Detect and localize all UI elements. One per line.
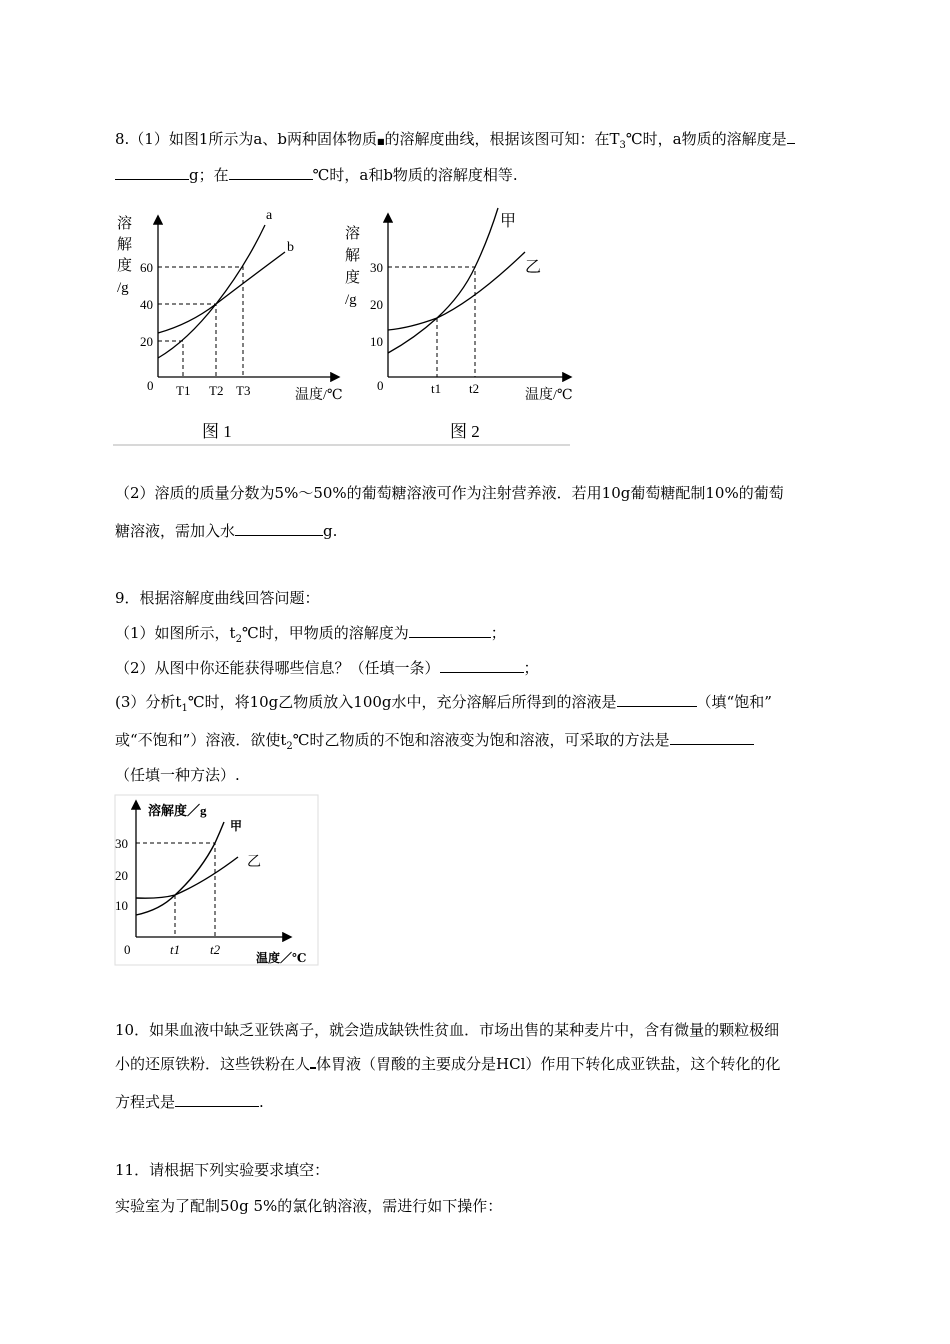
- series-label-jia: 甲: [230, 819, 243, 833]
- text: （1）如图所示，t: [115, 624, 236, 642]
- text: 体胃液（胃酸的主要成分是HCl）作用下转化成亚铁盐，这个转化的化: [316, 1055, 781, 1073]
- text: 或“不饱和”）溶液．欲使t: [115, 731, 287, 749]
- subscript: 3: [619, 140, 626, 151]
- y-label: /g: [117, 280, 129, 296]
- x-tick: t1: [431, 381, 442, 396]
- y-tick: 20: [140, 334, 153, 349]
- answer-blank[interactable]: [175, 1091, 259, 1107]
- x-label: 温度/℃: [525, 388, 573, 403]
- x-tick: T1: [176, 383, 191, 398]
- text: ℃时，将10g乙物质放入100g水中，充分溶解后所得到的溶液是: [187, 693, 617, 711]
- y-label: 溶: [117, 216, 133, 232]
- x-tick: t1: [170, 942, 181, 957]
- y-label: /g: [345, 292, 357, 308]
- series-label-b: b: [287, 240, 294, 255]
- x-tick: T2: [209, 383, 224, 398]
- subscript: 2: [235, 634, 242, 645]
- x-label: 温度／℃: [256, 951, 307, 965]
- curve-yi: [136, 857, 238, 898]
- y-label: 溶解度／g: [148, 803, 207, 818]
- text: ℃时，甲物质的溶解度为: [241, 624, 409, 642]
- text: ；: [523, 659, 539, 677]
- text: .: [259, 1093, 264, 1111]
- x-tick: t2: [469, 381, 480, 396]
- subscript: 1: [181, 703, 188, 714]
- subscript: 2: [286, 741, 293, 752]
- q10-line2: [115, 1054, 780, 1074]
- y-label: 解: [345, 248, 361, 264]
- text: g.: [323, 522, 338, 540]
- text: ℃时，a和b物质的溶解度相等.: [312, 166, 518, 184]
- text: 8.（1）如图1所示为a、b两种固体物质: [115, 130, 377, 148]
- text: （填“饱和”: [696, 693, 772, 711]
- q10-line1: 10．如果血液中缺乏亚铁离子，就会造成缺铁性贫血．市场出售的某种麦片中，含有微量的颗粒极细: [115, 1021, 780, 1039]
- q10-line3: [115, 1091, 264, 1112]
- origin-label: 0: [147, 378, 154, 393]
- text: （2）从图中你还能获得哪些信息？（任填一条）: [115, 659, 440, 677]
- series-label-yi: 乙: [247, 855, 261, 870]
- y-tick: 10: [370, 334, 383, 349]
- series-label-a: a: [266, 208, 273, 223]
- y-tick: 20: [115, 868, 128, 883]
- q9-title: 9．根据溶解度曲线回答问题：: [115, 589, 320, 607]
- q9-line5: （任填一种方法）.: [115, 766, 240, 784]
- origin-label: 0: [377, 378, 384, 393]
- origin-label: 0: [124, 942, 131, 957]
- y-tick: 30: [115, 836, 128, 851]
- y-tick: 40: [140, 297, 153, 312]
- q8-part2-line1: （2）溶质的质量分数为5%～50%的葡萄糖溶液可作为注射营养液．若用10g葡萄糖配制10%的葡萄: [115, 484, 784, 502]
- q8-line1: 8.（1）如图1所示为a、b两种固体物质■的溶解度曲线，根据该图可知：在$T_3℃$时，a物质的溶解度是: [115, 128, 795, 156]
- q11-line2: 实验室为了配制50g 5%的氯化钠溶液，需进行如下操作：: [115, 1197, 503, 1215]
- q11-line1: 11．请根据下列实验要求填空：: [115, 1161, 330, 1179]
- figure-caption: 图 2: [450, 422, 480, 441]
- text: g；在: [189, 166, 229, 184]
- y-label: 溶: [345, 226, 361, 242]
- curve-jia: [136, 822, 224, 915]
- y-tick: 60: [140, 260, 153, 275]
- y-label: 度: [345, 270, 361, 286]
- text: ℃时乙物质的不饱和溶液变为饱和溶液，可采取的方法是: [292, 731, 670, 749]
- x-tick: T3: [236, 383, 251, 398]
- text: ℃时，a物质的溶解度是: [625, 130, 787, 148]
- guide-lines: [136, 843, 215, 937]
- text: (3）分析t: [115, 693, 182, 711]
- text: 小的还原铁粉．这些铁粉在人: [115, 1055, 311, 1073]
- y-tick: 20: [370, 297, 383, 312]
- text: 糖溶液，需加入水: [115, 522, 236, 540]
- text: 的溶解度曲线，根据该图可知：在T: [384, 130, 620, 148]
- series-label-yi: 乙: [525, 259, 542, 276]
- y-label: 度: [117, 258, 133, 274]
- text: 方程式是: [115, 1093, 176, 1111]
- figure-caption: 图 1: [202, 422, 232, 441]
- series-label-jia: 甲: [500, 213, 517, 230]
- x-tick: t2: [210, 942, 221, 957]
- y-label: 解: [117, 237, 133, 253]
- y-tick: 10: [115, 898, 128, 913]
- x-label: 温度/℃: [295, 388, 343, 403]
- text: ；: [490, 624, 506, 642]
- y-tick: 30: [370, 260, 383, 275]
